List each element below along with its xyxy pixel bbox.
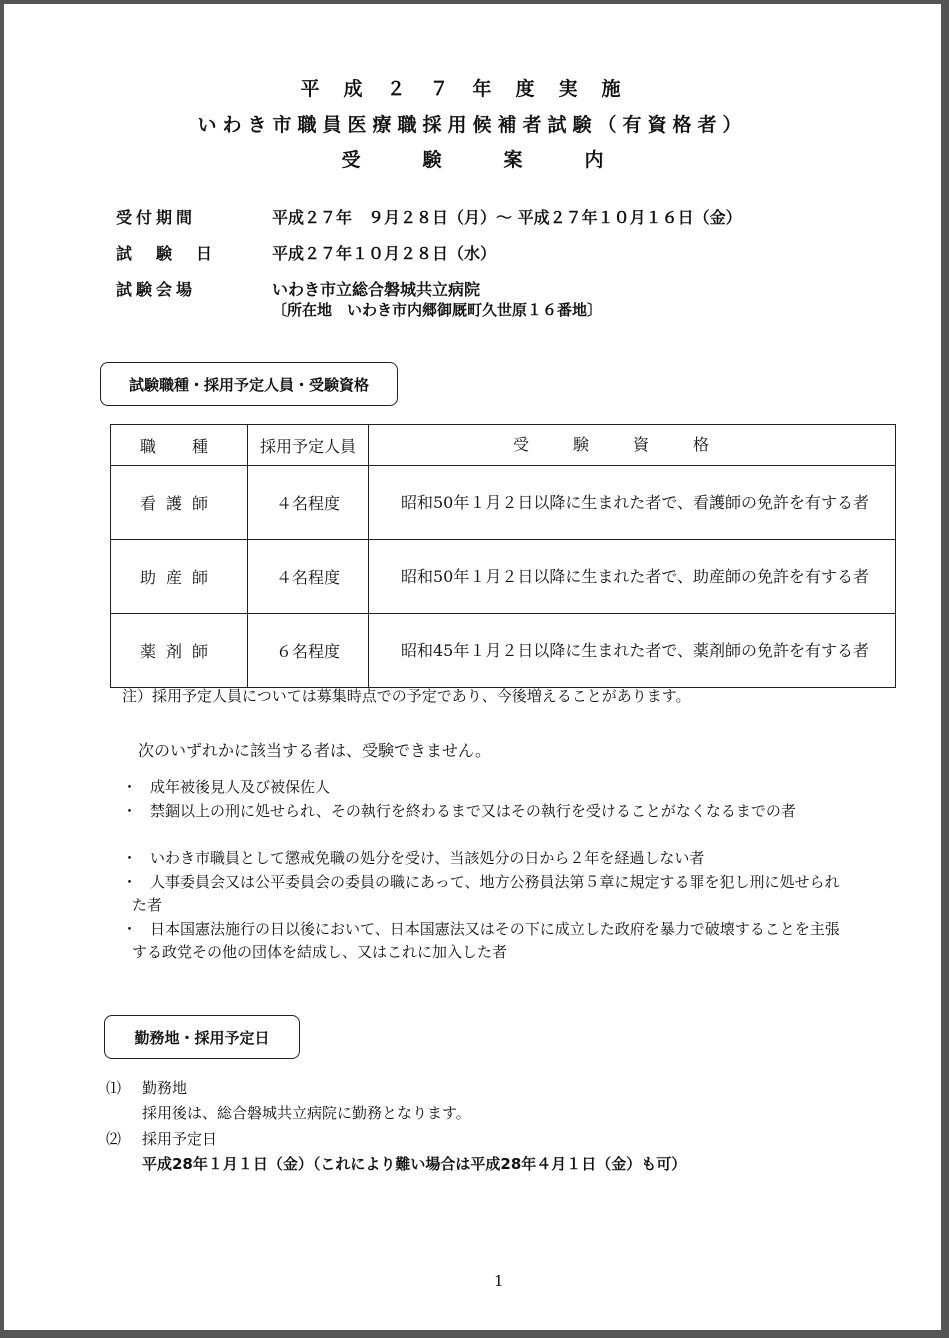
cell-count: ４名程度 <box>248 466 369 540</box>
venue-address: 〔所在地 いわき市内郷御厩町久世原１６番地〕 <box>272 301 603 319</box>
title-line3: 受験案内 <box>341 149 666 171</box>
bullet-icon: ・ <box>122 849 138 867</box>
title-line2: いわき市職員医療職採用候補者試験（有資格者） <box>197 114 748 136</box>
bullet-icon: ・ <box>122 802 138 820</box>
bullet-icon: ・ <box>122 873 138 891</box>
exam-day-value: 平成２７年１０月２８日（水） <box>272 244 497 263</box>
header-job: 職 種 <box>111 425 248 466</box>
venue-value: いわき市立総合磐城共立病院 <box>272 280 481 299</box>
table-row <box>111 540 896 614</box>
reception-value: 平成２７年 ９月２８日（月）～ 平成２７年１０月１６日（金） <box>272 208 742 227</box>
cell-qualification: 昭和45年１月２日以降に生まれた者で、薬剤師の免許を有する者 <box>369 614 896 688</box>
item1-text: 採用後は、総合磐城共立病院に勤務となります。 <box>142 1104 471 1122</box>
bullet-icon: ・ <box>122 778 138 796</box>
cell-job: 看護師 <box>111 466 248 540</box>
exam-day-label: 試 験 日 <box>116 244 217 263</box>
cell-count: ６名程度 <box>248 614 369 688</box>
cell-qualification: 昭和50年１月２日以降に生まれた者で、看護師の免許を有する者 <box>369 466 896 540</box>
header-count: 採用予定人員 <box>248 425 369 466</box>
table-header-row <box>111 425 896 466</box>
table-row <box>111 614 896 688</box>
cell-job: 助産師 <box>111 540 248 614</box>
title-line1: 平成２７年度実施 <box>300 78 645 100</box>
qualification-table <box>110 424 896 688</box>
list-item: 成年被後見人及び被保佐人 <box>150 778 331 796</box>
section-heading-qualifications: 試験職種・採用予定人員・受験資格 <box>100 362 398 406</box>
ineligible-intro: 次のいずれかに該当する者は、受験できません。 <box>138 741 491 760</box>
item2-label: 採用予定日 <box>142 1130 218 1148</box>
table-row <box>111 466 896 540</box>
section-heading-workplace: 勤務地・採用予定日 <box>104 1015 300 1059</box>
cell-job: 薬剤師 <box>111 614 248 688</box>
cell-count: ４名程度 <box>248 540 369 614</box>
item1-label: 勤務地 <box>142 1079 188 1097</box>
list-item: いわき市職員として懲戒免職の処分を受け、当該処分の日から２年を経過しない者 <box>150 849 705 867</box>
cell-qualification: 昭和50年１月２日以降に生まれた者で、助産師の免許を有する者 <box>369 540 896 614</box>
list-item: 禁錮以上の刑に処せられ、その執行を終わるまで又はその執行を受けることがなくなるまでの者 <box>150 802 796 820</box>
list-item: 人事委員会又は公平委員会の委員の職にあって、地方公務員法第５章に規定する罪を犯し刑に処せられた者 <box>132 873 840 914</box>
item2-number: ⑵ <box>106 1130 122 1148</box>
page-number: 1 <box>494 1272 504 1290</box>
table-note: 注）採用予定人員については募集時点での予定であり、今後増えることがあります。 <box>122 687 691 705</box>
item1-number: ⑴ <box>106 1079 122 1097</box>
header-qualification: 受験資格 <box>369 425 896 466</box>
document-page <box>4 4 941 1330</box>
reception-label: 受付期間 <box>116 208 197 227</box>
bullet-icon: ・ <box>122 920 138 938</box>
item2-text: 平成28年１月１日（金）（これにより難い場合は平成28年４月１日（金）も可） <box>142 1155 687 1173</box>
list-item: 日本国憲法施行の日以後において、日本国憲法又はその下に成立した政府を暴力で破壊することを主張する政党その他の団体を結成し、又はこれに加入した者 <box>132 920 840 961</box>
venue-label: 試験会場 <box>116 280 197 299</box>
